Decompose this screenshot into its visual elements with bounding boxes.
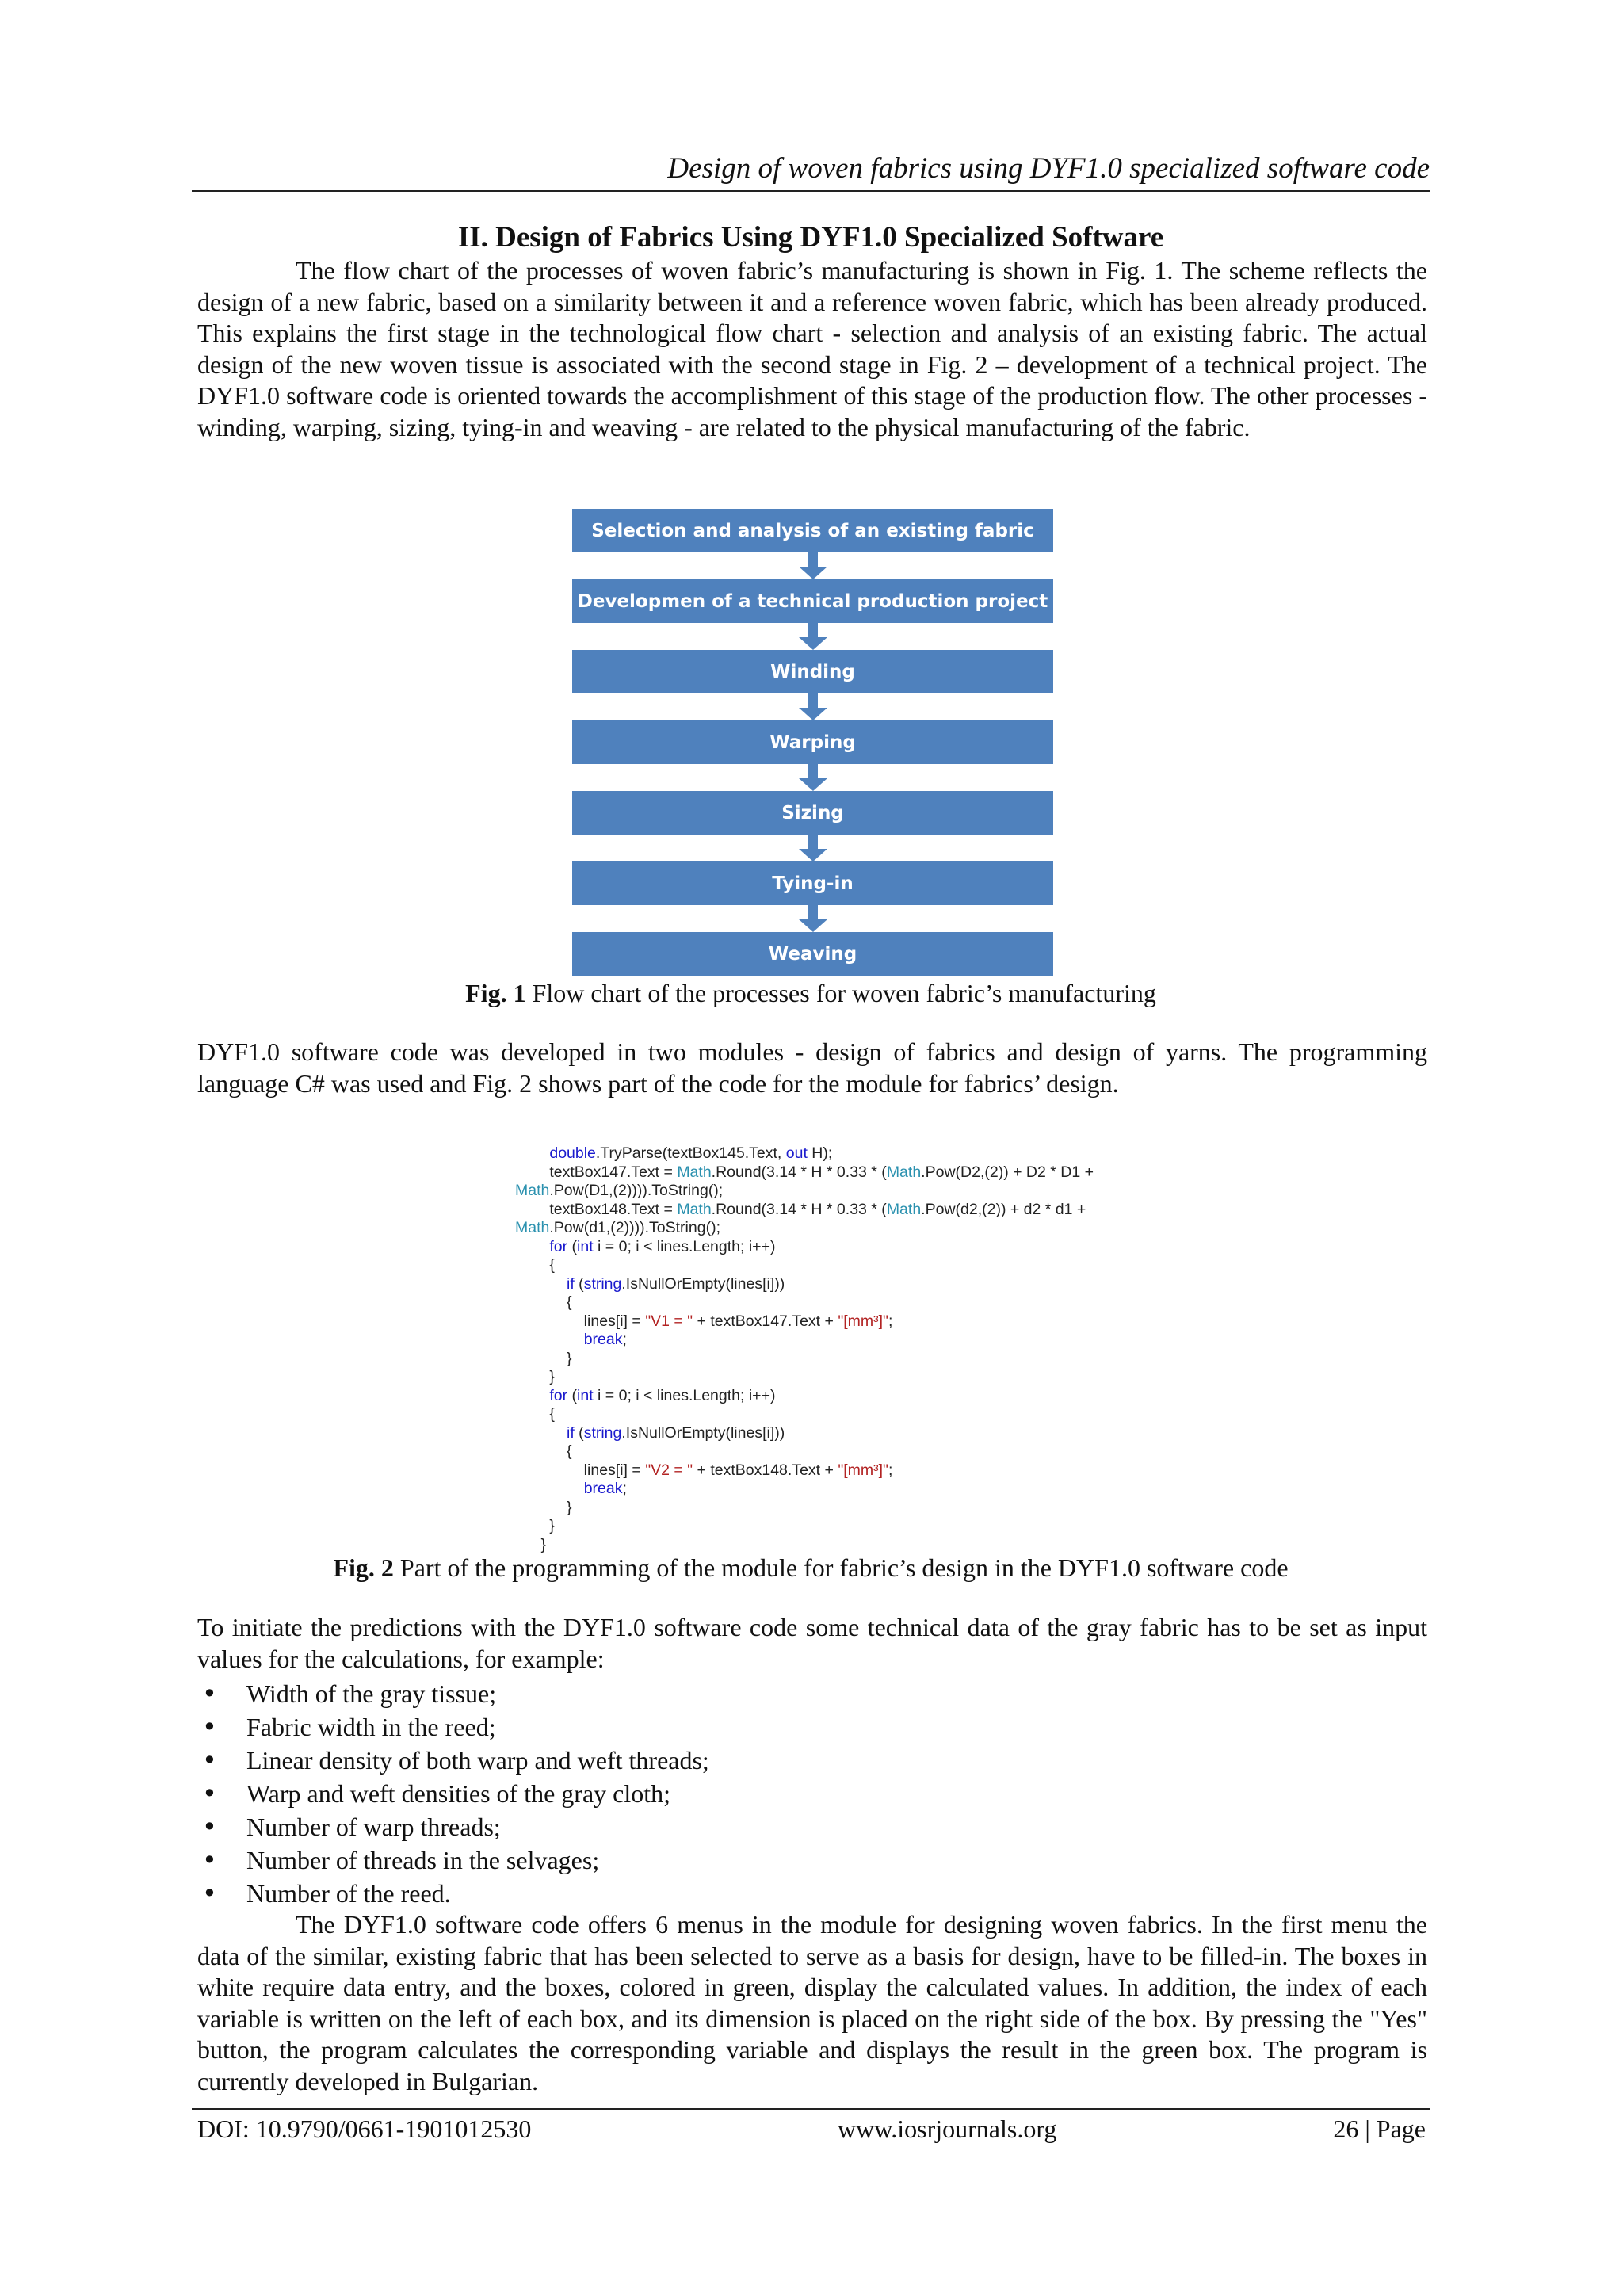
flow-arrow-icon	[799, 623, 827, 650]
code-line: }	[515, 1517, 555, 1534]
flow-step: Winding	[572, 650, 1053, 693]
figure-1-caption	[192, 977, 1430, 1009]
code-line: }	[515, 1498, 572, 1516]
list-item: • Number of threads in the selvages;	[197, 1843, 709, 1877]
code-line: }	[515, 1535, 547, 1553]
flow-step: Tying-in	[572, 861, 1053, 905]
figure-label: Fig. 1	[465, 979, 526, 1007]
flow-step: Selection and analysis of an existing fabric	[572, 509, 1053, 552]
running-header: Design of woven fabrics using DYF1.0 specialized software code	[667, 152, 1430, 185]
code-line: }	[515, 1349, 572, 1367]
section-title: II. Design of Fabrics Using DYF1.0 Specialized Software	[457, 221, 1164, 254]
code-line: if (string.IsNullOrEmpty(lines[i]))	[567, 1423, 785, 1442]
list-item: • Number of the reed.	[197, 1877, 709, 1910]
list-item: • Warp and weft densities of the gray cloth;	[197, 1777, 709, 1810]
footer-page-number: 26 | Page	[1333, 2115, 1426, 2143]
code-line: break;	[583, 1480, 627, 1497]
header-rule	[192, 190, 1430, 192]
code-line: lines[i] = "V2 = " + textBox148.Text + "[mm³]";	[515, 1461, 893, 1479]
input-values-list	[197, 1677, 709, 1910]
code-line: double.TryParse(textBox145.Text, out H);	[549, 1144, 833, 1162]
code-line: {	[515, 1293, 572, 1311]
list-item: • Fabric width in the reed;	[197, 1710, 709, 1744]
list-item: • Number of warp threads;	[197, 1810, 709, 1843]
code-line: if (string.IsNullOrEmpty(lines[i]))	[567, 1274, 785, 1293]
code-line: lines[i] = "V1 = " + textBox147.Text + "[mm³]";	[515, 1312, 893, 1330]
flow-chart	[572, 509, 1053, 975]
flow-step: Weaving	[572, 932, 1053, 976]
flow-arrow-icon	[799, 905, 827, 932]
flow-step: Developmen of a technical production project	[572, 579, 1053, 623]
figure-caption-text: Part of the programming of the module for fabric’s design in the DYF1.0 software code	[393, 1553, 1289, 1582]
footer-rule	[192, 2108, 1430, 2110]
figure-label: Fig. 2	[333, 1553, 394, 1582]
code-line: for (int i = 0; i < lines.Length; i++)	[549, 1386, 776, 1404]
paragraph-flow-chart-intro: The flow chart of the processes of woven fabric’s manufacturing is shown in Fig. 1. The scheme reflects the design of a new fabric, based on a similarity between it and a reference woven fabric, which has been already produced. This explains the first stage in the technological flow chart - selection and analysis of an existing fabric. The actual design of the new woven tissue is associated with the second stage in Fig. 2 – development of a technical project. The DYF1.0 software code is oriented towards the accomplishment of this stage of the production flow. The other processes - winding, warping, sizing, tying-in and weaving - are related to the physical manufacturing of the fabric.	[197, 256, 1427, 441]
footer-website: www.iosrjournals.org	[838, 2115, 1057, 2143]
flow-arrow-icon	[799, 835, 827, 861]
flow-step: Sizing	[572, 791, 1053, 835]
code-line: {	[515, 1405, 555, 1423]
code-line: {	[515, 1442, 572, 1460]
paragraph-input-data: To initiate the predictions with the DYF1.0 software code some technical data of the gray fabric has to be set as input values for the calculations, for example:	[197, 1613, 1427, 1673]
paragraph-modules: DYF1.0 software code was developed in two modules - design of fabrics and design of yarns. The programming language C# was used and Fig. 2 shows part of the code for the module for fabrics’ design.	[197, 1037, 1427, 1098]
flow-step: Warping	[572, 720, 1053, 764]
paragraph-menus: The DYF1.0 software code offers 6 menus in the module for designing woven fabrics. In the first menu the data of the similar, existing fabric that has been selected to serve as a basis for design, have to be filled-in. The boxes in white require data entry, and the boxes, colored in green, display the calculated values. In addition, the index of each variable is written on the left of each box, and its dimension is placed on the right side of the box. By pressing the "Yes" button, the program calculates the corresponding variable and displays the result in the green box. The program is currently developed in Bulgarian.	[197, 1910, 1427, 2095]
code-listing	[515, 1144, 1117, 1554]
code-line: break;	[583, 1331, 627, 1348]
code-line: textBox147.Text = Math.Round(3.14 * H * 0.33 * (Math.Pow(D2,(2)) + D2 * D1 +	[515, 1163, 1094, 1181]
figure-2-caption	[192, 1552, 1430, 1584]
code-line: for (int i = 0; i < lines.Length; i++)	[549, 1237, 776, 1255]
code-line: }	[515, 1368, 555, 1385]
flow-arrow-icon	[799, 693, 827, 720]
footer-doi: DOI: 10.9790/0661-1901012530	[197, 2115, 532, 2143]
figure-caption-text: Flow chart of the processes for woven fabric’s manufacturing	[525, 979, 1156, 1007]
flow-arrow-icon	[799, 552, 827, 579]
flow-arrow-icon	[799, 764, 827, 791]
code-line: Math.Pow(d1,(2)))).ToString();	[515, 1219, 720, 1236]
code-line: textBox148.Text = Math.Round(3.14 * H * 0.33 * (Math.Pow(d2,(2)) + d2 * d1 +	[515, 1200, 1086, 1218]
list-item: • Linear density of both warp and weft threads;	[197, 1744, 709, 1777]
code-line: Math.Pow(D1,(2)))).ToString();	[515, 1182, 724, 1199]
code-line: {	[515, 1256, 555, 1274]
list-item: • Width of the gray tissue;	[197, 1677, 709, 1710]
